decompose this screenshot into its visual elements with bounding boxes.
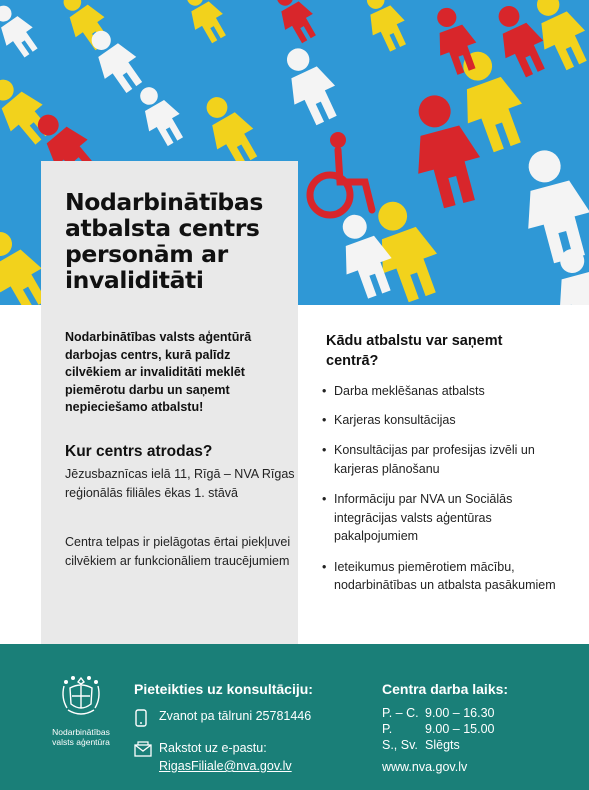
hours-heading: Centra darba laiks:: [382, 681, 509, 697]
footer: [0, 644, 589, 790]
hours-row: P. 9.00 – 15.00: [382, 722, 495, 736]
hours-row: P. – C. 9.00 – 16.30: [382, 706, 495, 720]
hours-row: S., Sv. Slēgts: [382, 738, 460, 752]
list-item: • Darba meklēšanas atbalsts: [322, 382, 557, 401]
website-link[interactable]: www.nva.gov.lv: [382, 760, 468, 774]
support-heading: Kādu atbalstu var saņemt centrā?: [326, 333, 503, 369]
page-title: Nodarbinātības atbalsta centrs personām ar invaliditāti: [65, 188, 263, 294]
agency-logo: [48, 674, 114, 747]
phone-text: Zvanot pa tālruni 25781446: [159, 709, 312, 723]
list-item: • Ieteikumus piemērotiem mācību, nodarbinātības un atbalsta pasākumiem: [322, 558, 557, 595]
info-card: [41, 161, 298, 644]
location-heading: Kur centrs atrodas?: [65, 443, 213, 460]
support-list: [322, 382, 557, 595]
phone-icon: [134, 709, 148, 732]
email-icon: [134, 741, 152, 762]
email-link[interactable]: RigasFiliale@nva.gov.lv: [159, 759, 292, 773]
logo-text: Nodarbinātības valsts aģentūra: [52, 727, 110, 747]
email-label: Rakstot uz e-pastu:: [159, 741, 267, 755]
contact-heading: Pieteikties uz konsultāciju:: [134, 681, 313, 697]
list-item: • Konsultācijas par profesijas izvēli un karjeras plānošanu: [322, 441, 557, 478]
accessibility-text: Centra telpas ir pielāgotas ērtai piekļuvei cilvēkiem ar funkcionāliem traucējumiem: [65, 535, 291, 568]
list-item: • Karjeras konsultācijas: [322, 411, 557, 430]
address-text: Jēzusbaznīcas ielā 11, Rīgā – NVA Rīgas reģionālās filiāles ēkas 1. stāvā: [65, 467, 295, 500]
coat-of-arms-logo: [58, 674, 104, 718]
list-item: • Informāciju par NVA un Sociālās integrācijas valsts aģentūras pakalpojumiem: [322, 490, 557, 546]
hours-list: [382, 705, 495, 753]
intro-text: Nodarbinātības valsts aģentūrā darbojas centrs, kurā palīdz cilvēkiem ar invaliditāti meklēt piemērotu darbu un saņemt nepieciešamo atbalstu!: [65, 330, 252, 414]
